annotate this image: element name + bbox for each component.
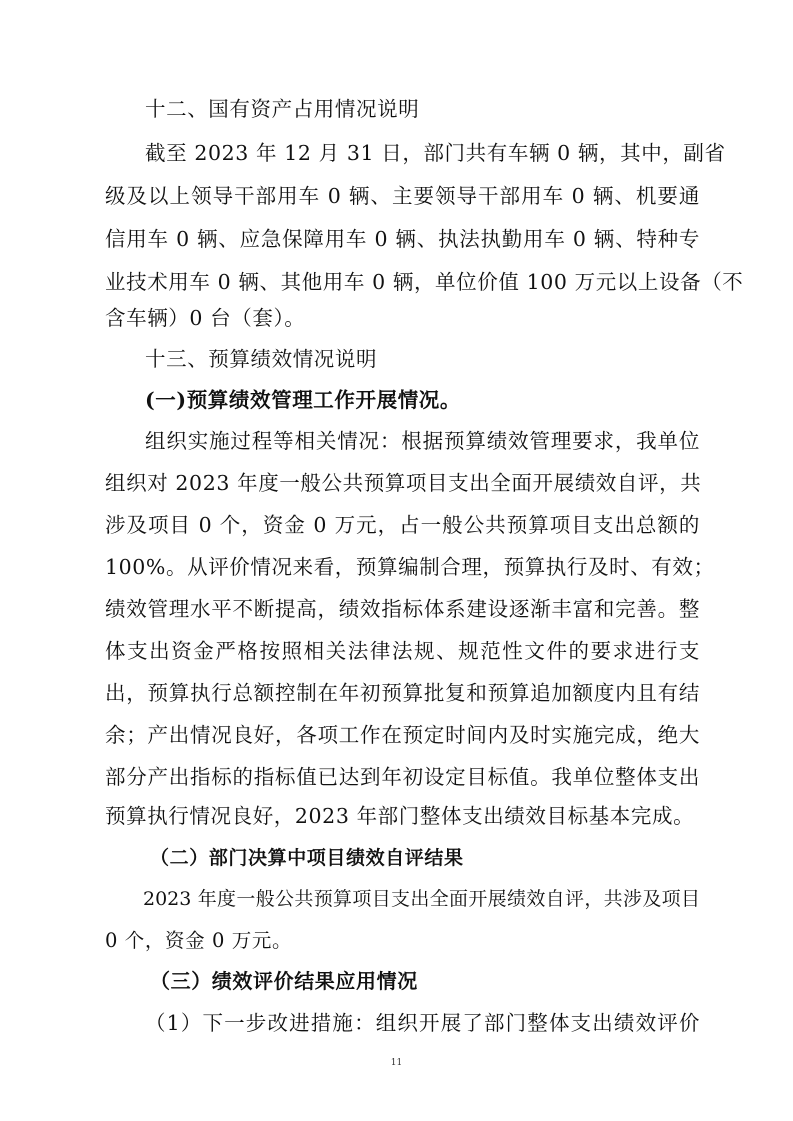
paragraph-line: 部分产出指标的指标值已达到年初设定目标值。我单位整体支出: [105, 765, 700, 789]
paragraph-line: 2023 年度一般公共预算项目支出全面开展绩效自评，共涉及项目: [143, 888, 700, 910]
paragraph-line: 体支出资金严格按照相关法律法规、规范性文件的要求进行支: [105, 639, 700, 663]
paragraph-line: 信用车 0 辆、应急保障用车 0 辆、执法执勤用车 0 辆、特种专: [105, 227, 700, 251]
paragraph-line: 级及以上领导干部用车 0 辆、主要领导干部用车 0 辆、机要通: [105, 184, 700, 208]
paragraph-line: 绩效管理水平不断提高，绩效指标体系建设逐渐丰富和完善。整: [105, 597, 700, 621]
paragraph-line: 含车辆）0 台（套）。: [105, 306, 306, 330]
paragraph-line: 100%。从评价情况来看，预算编制合理，预算执行及时、有效；: [105, 555, 715, 579]
paragraph-line: 0 个，资金 0 万元。: [105, 929, 293, 952]
subsection-3-title: （三）绩效评价结果应用情况: [150, 969, 418, 993]
paragraph-line: （1）下一步改进措施：组织开展了部门整体支出绩效评价: [145, 1011, 700, 1035]
subsection-2-title: （二）部门决算中项目绩效自评结果: [150, 847, 464, 869]
section-13-title: 十三、预算绩效情况说明: [145, 347, 378, 371]
paragraph-line: 截至 2023 年 12 月 31 日，部门共有车辆 0 辆，其中，副省: [145, 141, 726, 165]
paragraph-line: 出，预算执行总额控制在年初预算批复和预算追加额度内且有结: [105, 681, 700, 705]
paragraph-line: 预算执行情况良好，2023 年部门整体支出绩效目标基本完成。: [105, 804, 695, 828]
paragraph-line: 组织对 2023 年度一般公共预算项目支出全面开展绩效自评，共: [105, 471, 702, 495]
paragraph-line: 业技术用车 0 辆、其他用车 0 辆，单位价值 100 万元以上设备（不: [105, 270, 744, 294]
subsection-1-title: (一)预算绩效管理工作开展情况。: [145, 388, 461, 412]
paragraph-line: 涉及项目 0 个，资金 0 万元，占一般公共预算项目支出总额的: [105, 513, 700, 537]
page-number: 11: [390, 1058, 403, 1068]
section-12-title: 十二、国有资产占用情况说明: [145, 97, 420, 121]
paragraph-line: 组织实施过程等相关情况：根据预算绩效管理要求，我单位: [145, 429, 700, 453]
paragraph-line: 余；产出情况良好，各项工作在预定时间内及时实施完成，绝大: [105, 723, 700, 747]
